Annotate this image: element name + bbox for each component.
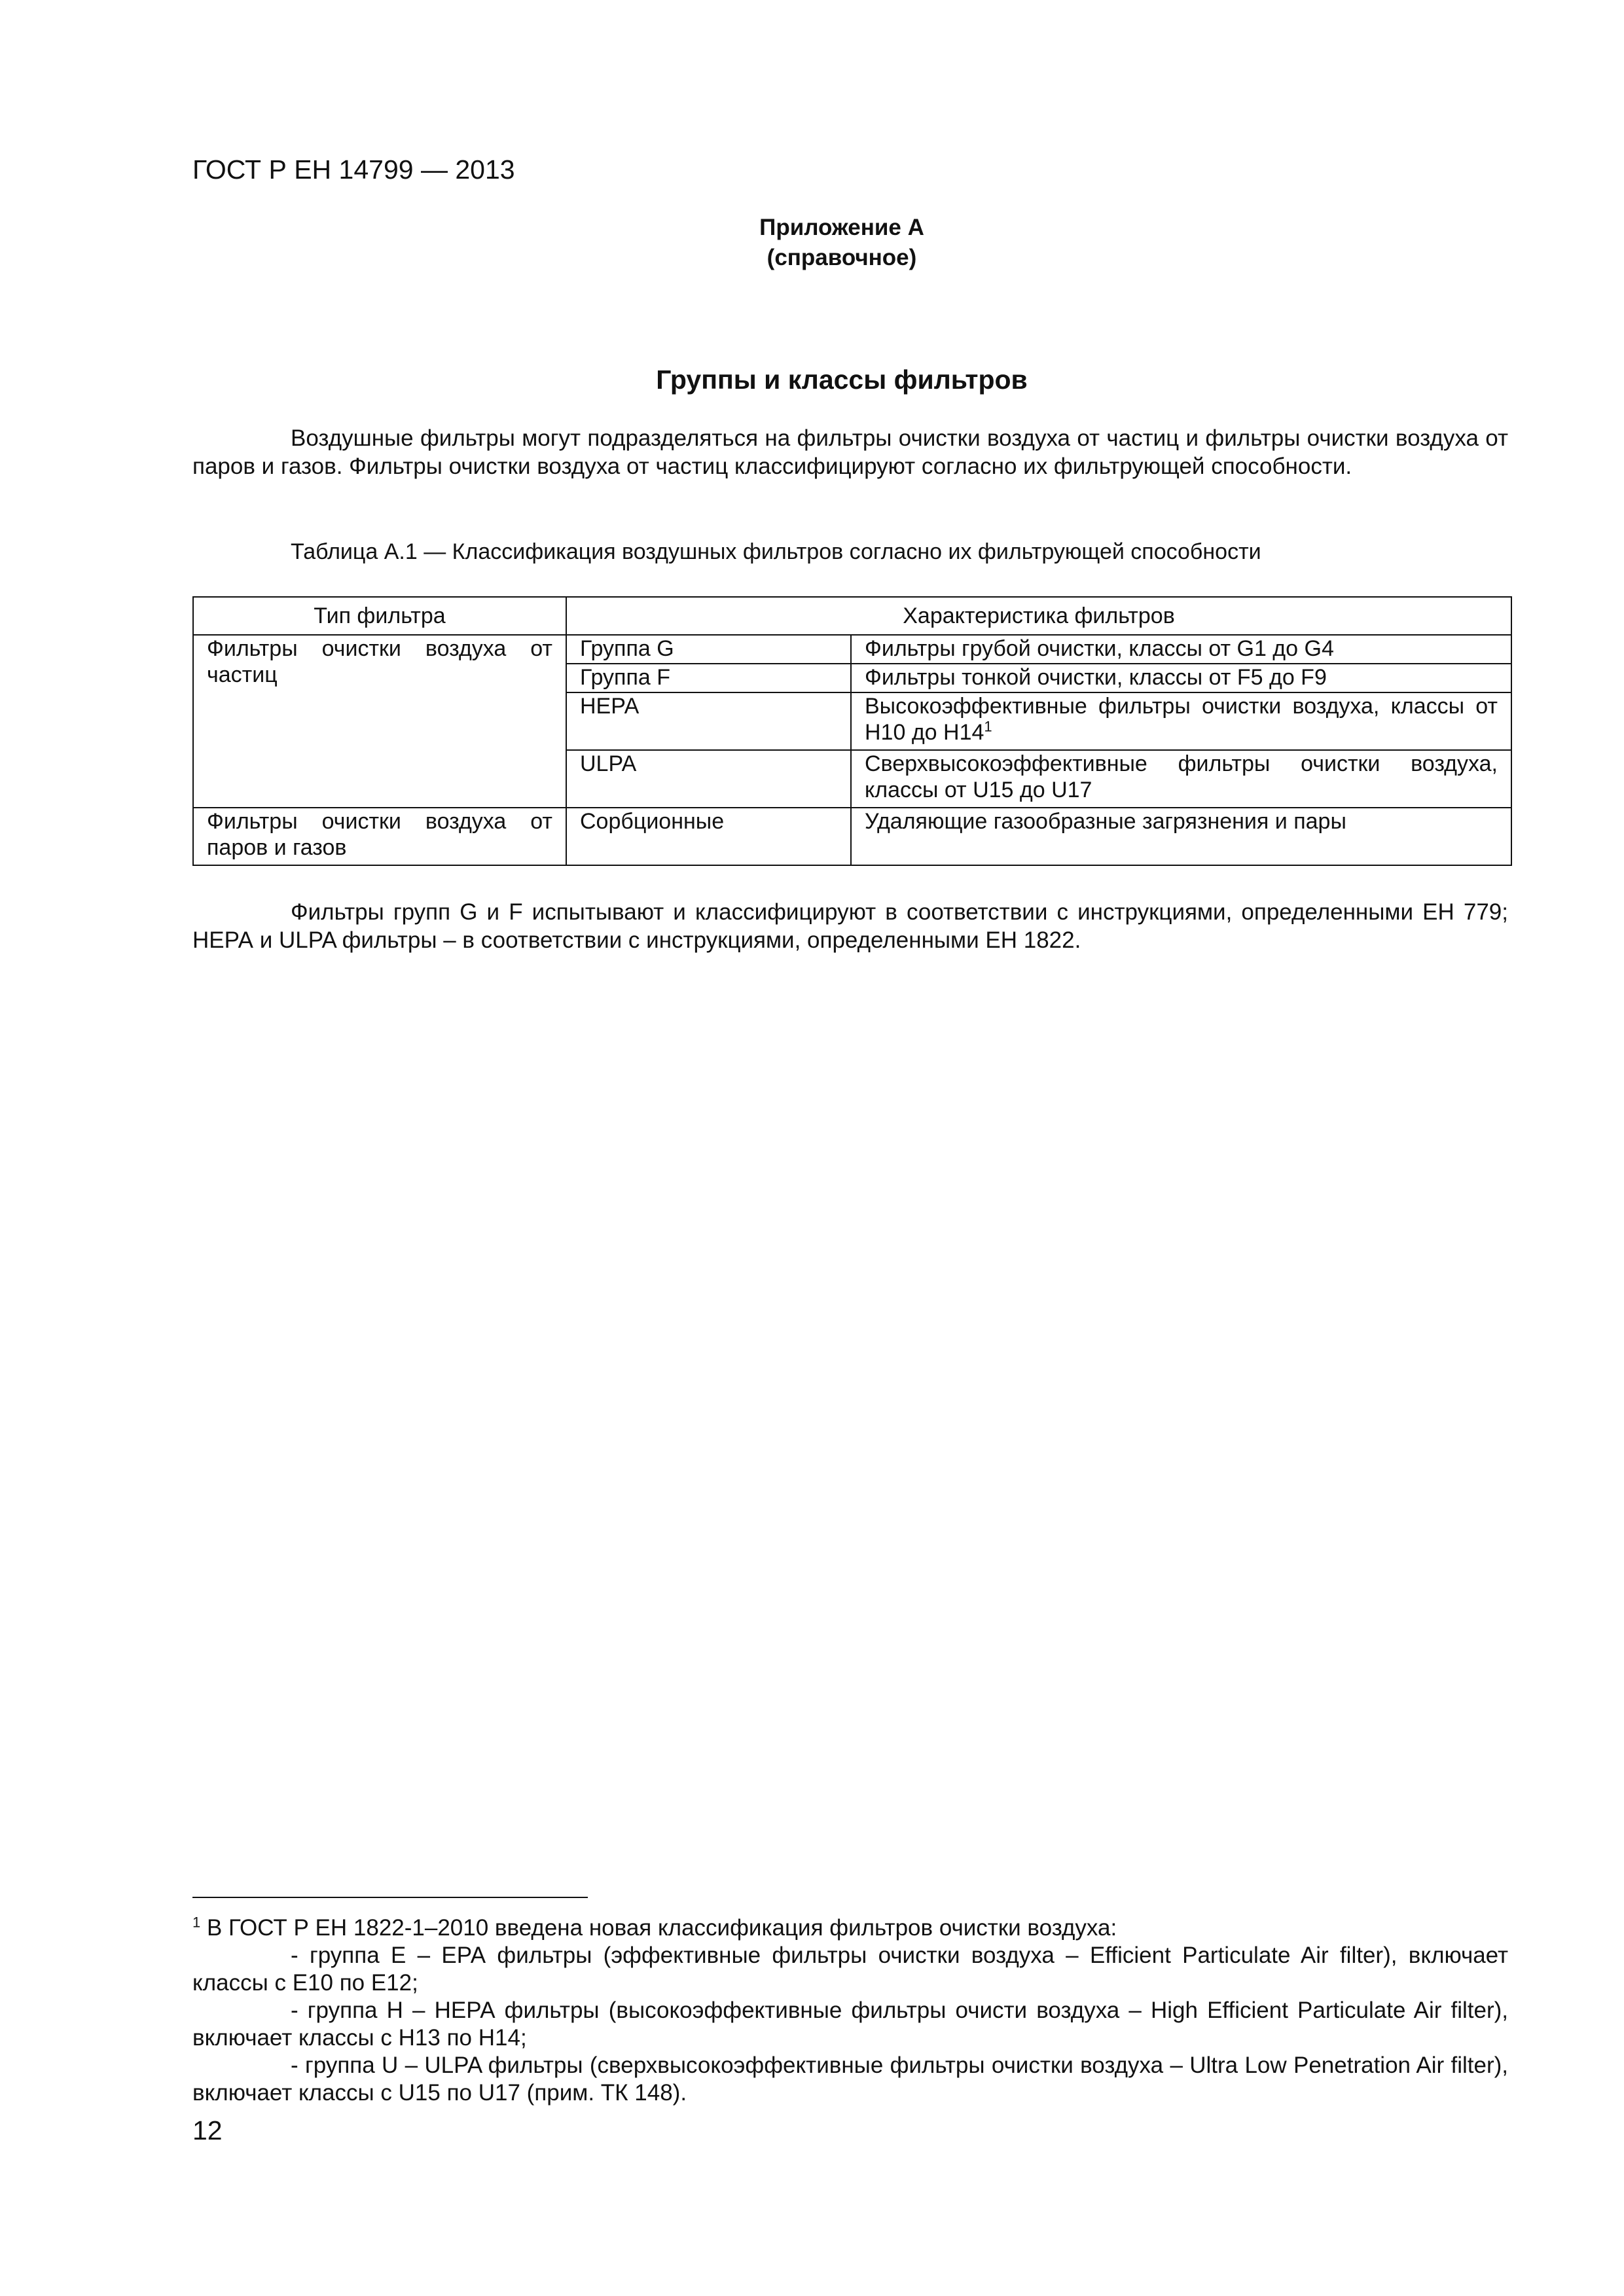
annex-title: Приложение А (759, 215, 924, 240)
filter-type-cell: Фильтры очистки воздуха от паров и газов (193, 808, 566, 865)
filter-description-cell: Фильтры тонкой очистки, классы от F5 до F9 (851, 664, 1511, 692)
footnote-item: - группа Н – НЕРА фильтры (высокоэффективные фильтры очисти воздуха – High Efficient Particulate Air filter), включает классы с Н13 по Н14; (192, 1998, 1508, 2051)
page-number: 12 (192, 2115, 223, 2145)
filter-description-cell: Сверхвысокоэффективные фильтры очистки воздуха, классы от U15 до U17 (851, 750, 1511, 808)
footnote-item: - группа Е – ЕРА фильтры (эффективные фильтры очистки воздуха – Efficient Particulate Air filter), включает классы с Е10 по Е12; (192, 1943, 1508, 1996)
header-filter-type: Тип фильтра (193, 597, 566, 635)
filter-description-cell (851, 692, 1511, 750)
filter-classification-table (192, 596, 1512, 866)
header-filter-characteristics: Характеристика фильтров (566, 597, 1511, 635)
footnote-reference: 1 (984, 718, 992, 735)
table-header-row (193, 597, 1511, 635)
filter-group-cell: Группа F (566, 664, 851, 692)
intro-paragraph: Воздушные фильтры могут подразделяться на фильтры очистки воздуха от частиц и фильтры очистки воздуха от паров и газов. Фильтры очистки воздуха от частиц классифицируют согласно их фильтрующей способности. (192, 425, 1508, 479)
annex-note: (справочное) (767, 245, 917, 270)
filter-type-cell: Фильтры очистки воздуха от частиц (193, 635, 566, 808)
footnote-intro-text: В ГОСТ Р ЕН 1822-1–2010 введена новая классификация фильтров очистки воздуха: (206, 1915, 1117, 1941)
table-row (193, 635, 1511, 664)
closing-paragraph: Фильтры групп G и F испытывают и классифицируют в соответствии с инструкциями, определенными ЕН 779; НЕРА и ULPA фильтры – в соответствии с инструкциями, определенными ЕН 1822. (192, 899, 1508, 953)
filter-group-cell: Группа G (566, 635, 851, 664)
filter-description-text: Высокоэффективные фильтры очистки воздуха, классы от Н10 до Н14 (865, 694, 1498, 745)
table-caption: Таблица А.1 — Классификация воздушных фильтров согласно их фильтрующей способности (291, 539, 1261, 564)
table-row (193, 808, 1511, 865)
footnote-intro (192, 1914, 1508, 1942)
footnote-separator (192, 1897, 588, 1898)
annex-title-block (0, 213, 1624, 273)
filter-group-cell: Сорбционные (566, 808, 851, 865)
filter-description-cell: Фильтры грубой очистки, классы от G1 до G4 (851, 635, 1511, 664)
footnote (192, 1914, 1508, 2107)
filter-group-cell: НЕРА (566, 692, 851, 750)
footnote-item: - группа U – ULPA фильтры (сверхвысокоэффективные фильтры очистки воздуха – Ultra Low Penetration Air filter), включает классы с U15 по U17 (прим. ТК 148). (192, 2053, 1508, 2106)
filter-description-cell: Удаляющие газообразные загрязнения и пары (851, 808, 1511, 865)
document-header: ГОСТ Р ЕН 14799 — 2013 (192, 154, 515, 185)
section-heading: Группы и классы фильтров (656, 365, 1028, 395)
footnote-marker: 1 (192, 1914, 201, 1931)
filter-group-cell: ULPA (566, 750, 851, 808)
